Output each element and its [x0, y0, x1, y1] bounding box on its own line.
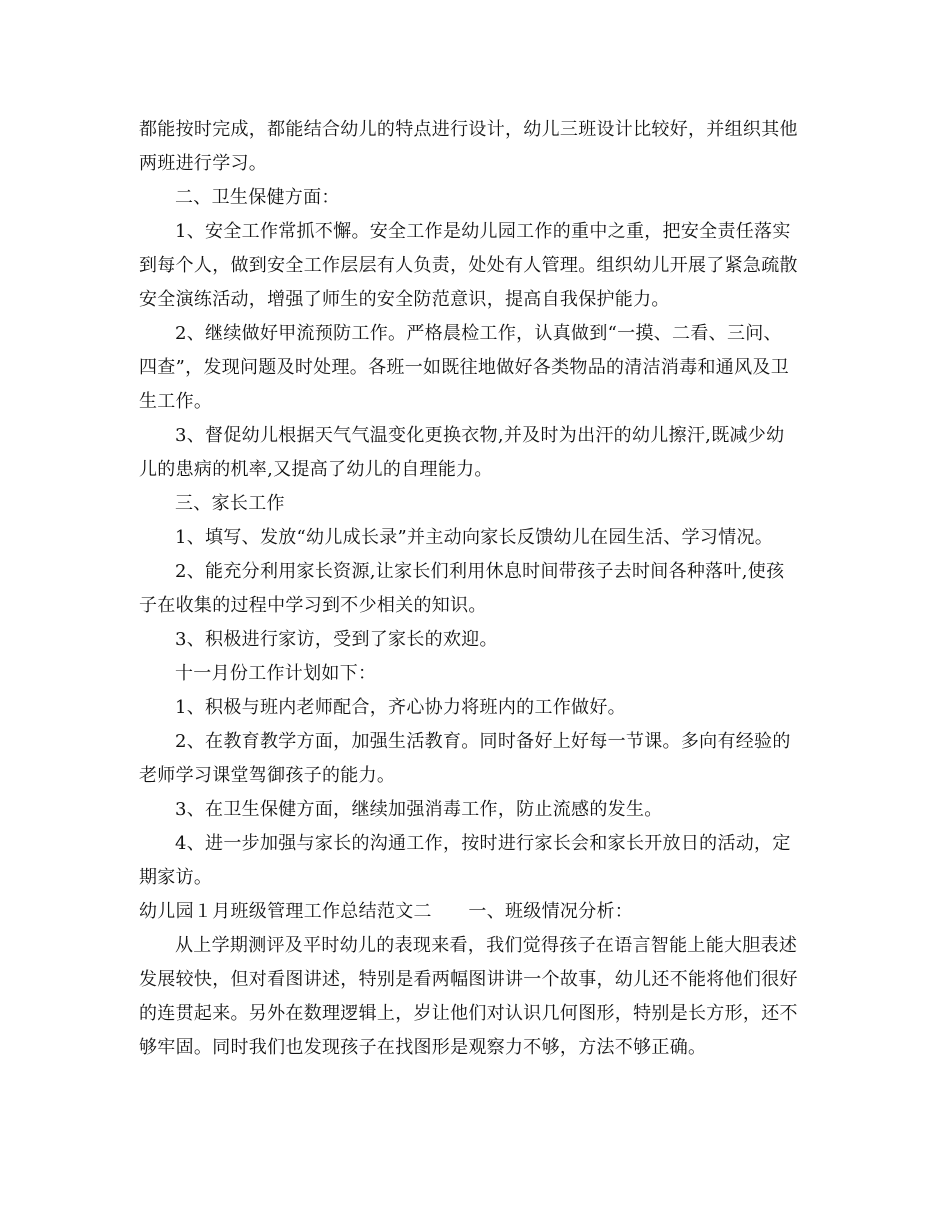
- section-heading: 二、卫生保健方面：: [175, 187, 340, 208]
- body-text-line: 1、安全工作常抓不懈。安全工作是幼儿园工作的重中之重，把安全责任落实: [175, 221, 791, 242]
- body-text-line: 3、积极进行家访，受到了家长的欢迎。: [175, 629, 498, 650]
- body-text-line: 四查”，发现问题及时处理。各班一如既往地做好各类物品的清洁消毒和通风及卫: [139, 357, 789, 378]
- body-text-line: 老师学习课堂驾御孩子的能力。: [139, 765, 396, 786]
- body-text-line: 1、积极与班内老师配合，齐心协力将班内的工作做好。: [175, 697, 626, 718]
- body-text-line: 都能按时完成，都能结合幼儿的特点进行设计，幼儿三班设计比较好，并组织其他: [139, 119, 798, 140]
- body-text-line: 儿的患病的机率,又提高了幼儿的自理能力。: [139, 459, 493, 480]
- body-text-line: 到每个人，做到安全工作层层有人负责，处处有人管理。组织幼儿开展了紧急疏散: [139, 255, 798, 276]
- body-text-line: 2、能充分利用家长资源,让家长们利用休息时间带孩子去时间各种落叶,使孩: [175, 561, 785, 582]
- section-heading: 十一月份工作计划如下：: [175, 663, 377, 684]
- body-text-line: 生工作。: [139, 391, 213, 412]
- body-text-line: 1、填写、发放“幼儿成长录”并主动向家长反馈幼儿在园生活、学习情况。: [175, 527, 774, 548]
- body-text-line: 够牢固。同时我们也发现孩子在找图形是观察力不够，方法不够正确。: [139, 1037, 707, 1058]
- body-text-line: 3、在卫生保健方面，继续加强消毒工作，防止流感的发生。: [175, 799, 663, 820]
- body-text-line: 子在收集的过程中学习到不少相关的知识。: [139, 595, 487, 616]
- body-text-line: 4、进一步加强与家长的沟通工作，按时进行家长会和家长开放日的活动，定: [175, 833, 791, 854]
- section-heading: 三、家长工作: [175, 493, 285, 514]
- body-text-line: 发展较快，但对看图讲述，特别是看两幅图讲讲一个故事，幼儿还不能将他们很好: [139, 969, 798, 990]
- article-title-line: 幼儿园１月班级管理工作总结范文二 一、班级情况分析：: [139, 901, 634, 922]
- body-text-line: 两班进行学习。: [139, 153, 268, 174]
- body-text-line: 的连贯起来。另外在数理逻辑上，岁让他们对认识几何图形，特别是长方形，还不: [139, 1003, 798, 1024]
- body-text-line: 3、督促幼儿根据天气气温变化更换衣物,并及时为出汗的幼儿擦汗,既减少幼: [175, 425, 785, 446]
- body-text-line: 安全演练活动，增强了师生的安全防范意识，提高自我保护能力。: [139, 289, 670, 310]
- body-text-line: 2、继续做好甲流预防工作。严格晨检工作，认真做到“一摸、二看、三问、: [175, 323, 782, 344]
- body-text-line: 从上学期测评及平时幼儿的表现来看，我们觉得孩子在语言智能上能大胆表述: [175, 935, 798, 956]
- body-text-line: 期家访。: [139, 867, 213, 888]
- body-text-line: 2、在教育教学方面，加强生活教育。同时备好上好每一节课。多向有经验的: [175, 731, 791, 752]
